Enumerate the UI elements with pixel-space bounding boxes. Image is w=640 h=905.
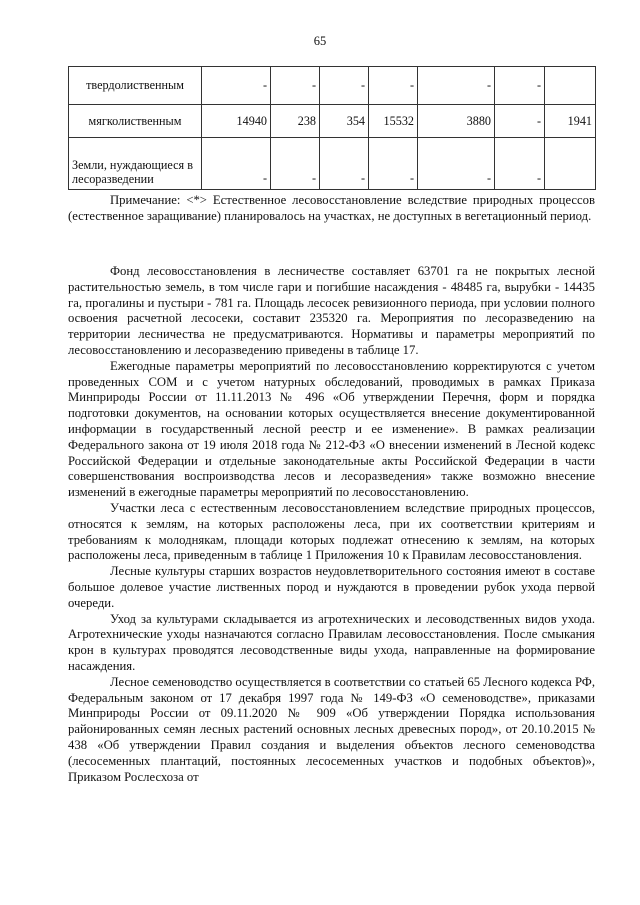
note-paragraph: Примечание: <*> Естественное лесовосстановление вследствие природных процессов (естественное заращивание) планировалось на участках, не доступных в вегетационный период. bbox=[68, 193, 595, 223]
table-cell: - bbox=[495, 105, 545, 138]
table-cell: - bbox=[418, 67, 495, 105]
table-cell: - bbox=[202, 67, 271, 105]
page-number: 65 bbox=[313, 34, 327, 48]
paragraph: Ежегодные параметры мероприятий по лесовосстановлению корректируются с учетом проведенных СОМ и с учетом натурных обследований, проводимых в рамках Приказа Минприроды России от 11.11.2013 № 496 «Об утверждении Перечня, форм и порядка подготовки документов, на основании которых осуществляется внесение документированной информации в государственный лесной реестр и ее изменение». В рамках реализации Федерального закона от 19 июля 2018 года № 212-ФЗ «О внесении изменений в Лесной кодекс Российской Федерации и отдельные законодательные акты Российской Федерации в части совершенствования воспроизводства лесов и лесоразведения» также возможно внесение изменений в ежегодные параметры мероприятий по лесовосстановлению. bbox=[68, 358, 595, 500]
table-cell: - bbox=[495, 138, 545, 190]
table-cell: 354 bbox=[320, 105, 369, 138]
table-cell: - bbox=[369, 138, 418, 190]
paragraph: Фонд лесовосстановления в лесничестве составляет 63701 га не покрытых лесной растительностью земель, в том числе гари и погибшие насаждения - 48485 га, вырубки - 14435 га, прогалины и пустыри - 781 га. Площадь лесосек ревизионного периода, при условии полного освоения расчетной лесосеки, составит 235320 га. Мероприятия по лесоразведению на территории лесничества не предусматриваются. Нормативы и параметры мероприятий по лесовосстановлению и лесоразведению приведены в таблице 17. bbox=[68, 264, 595, 357]
table-cell: - bbox=[320, 67, 369, 105]
table-cell: - bbox=[271, 67, 320, 105]
table-cell: - bbox=[320, 138, 369, 190]
row-label: мягколиственным bbox=[69, 105, 202, 138]
table-cell: 3880 bbox=[418, 105, 495, 138]
table-cell bbox=[545, 67, 596, 105]
table-cell: 1941 bbox=[545, 105, 596, 138]
table-cell: 14940 bbox=[202, 105, 271, 138]
paragraph: Лесные культуры старших возрастов неудовлетворительного состояния имеют в составе большое долевое участие лиственных пород и нуждаются в проведении рубок ухода первой очереди. bbox=[68, 564, 595, 610]
note-block bbox=[68, 193, 595, 225]
table-cell: - bbox=[495, 67, 545, 105]
row-label: Земли, нуждающиеся в лесоразведении bbox=[69, 138, 202, 190]
forest-restoration-table bbox=[68, 66, 596, 190]
table-cell: - bbox=[369, 67, 418, 105]
table-row bbox=[69, 67, 596, 105]
table-row bbox=[69, 105, 596, 138]
paragraph: Участки леса с естественным лесовосстановлением вследствие природных процессов, относятся к землям, на которых расположены леса, при их соответствии критериям и требованиям к молоднякам, площади которых подлежат отнесению к землям, на которых расположены леса, приведенным в таблице 1 Приложения 10 к Правилам лесовосстановления. bbox=[68, 500, 595, 563]
row-label: твердолиственным bbox=[69, 67, 202, 105]
table-cell: 238 bbox=[271, 105, 320, 138]
table-cell: - bbox=[271, 138, 320, 190]
table-cell bbox=[545, 138, 596, 190]
table-cell: - bbox=[202, 138, 271, 190]
paragraph: Лесное семеноводство осуществляется в соответствии со статьей 65 Лесного кодекса РФ, Федеральным законом от 17 декабря 1997 года № 149-ФЗ «О семеноводстве», приказами Минприроды России от 09.11.2020 № 909 «Об утверждении Порядка использования районированных семян лесных растений основных лесных древесных пород», от 20.10.2015 № 438 «Об утверждении Правил создания и выделения объектов лесного семеноводства (лесосеменных плантаций, постоянных лесосеменных участков и подобных объектов)», Приказом Рослесхоза от bbox=[68, 674, 595, 784]
table-row bbox=[69, 138, 596, 190]
table-cell: 15532 bbox=[369, 105, 418, 138]
main-text bbox=[68, 264, 595, 785]
table-cell: - bbox=[418, 138, 495, 190]
paragraph: Уход за культурами складывается из агротехнических и лесоводственных видов ухода. Агротехнические уходы назначаются согласно Правилам лесовосстановления. После смыкания крон в культурах проводятся лесоводственные виды ухода, направленные на формирование насаждения. bbox=[68, 611, 595, 673]
